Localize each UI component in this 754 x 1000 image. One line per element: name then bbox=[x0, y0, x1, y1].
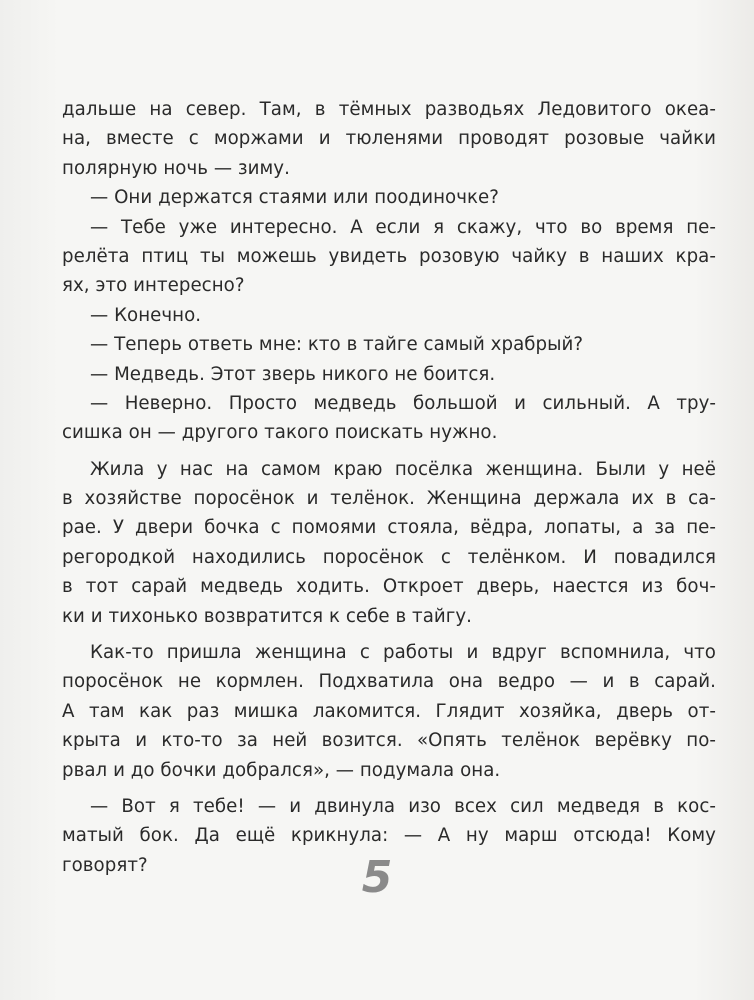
text-line: полярную ночь — зиму. bbox=[62, 157, 290, 179]
text-line: рвал и до бочки добрался», — подумала она. bbox=[62, 759, 501, 781]
paragraph bbox=[62, 360, 716, 389]
paragraph-gap bbox=[62, 631, 716, 638]
paragraph bbox=[62, 638, 716, 785]
text-line: говорят? bbox=[62, 854, 148, 876]
text-line: релёта птиц ты можешь увидеть розовую чайку в наших кра- bbox=[62, 245, 716, 267]
text-line: поросёнок не кормлен. Подхватила она ведро — и в сарай. bbox=[62, 671, 716, 693]
text-line: — Они держатся стаями или поодиночке? bbox=[90, 187, 499, 209]
text-line: — Теперь ответь мне: кто в тайге самый храбрый? bbox=[90, 334, 584, 356]
text-line: регородкой находились поросёнок с телёнком. И повадился bbox=[62, 546, 716, 568]
text-line: — Неверно. Просто медведь большой и сильный. А тру- bbox=[90, 392, 716, 414]
text-line: Жила у нас на самом краю посёлка женщина. Были у неё bbox=[90, 458, 716, 480]
paragraph bbox=[62, 455, 716, 631]
body-text bbox=[62, 95, 716, 880]
text-line: в хозяйстве поросёнок и телёнок. Женщина держала их в са- bbox=[62, 488, 716, 510]
text-line: — Медведь. Этот зверь никого не боится. bbox=[90, 363, 496, 385]
page-number: 5 bbox=[361, 852, 393, 903]
text-line: — Тебе уже интересно. А если я скажу, что во время пе- bbox=[90, 216, 716, 238]
text-line: сишка он — другого такого поискать нужно. bbox=[62, 422, 498, 444]
paragraph bbox=[62, 330, 716, 359]
paragraph-gap bbox=[62, 448, 716, 455]
text-line: ки и тихонько возвратится к себе в тайгу. bbox=[62, 605, 473, 627]
paragraph bbox=[62, 389, 716, 448]
text-line: рае. У двери бочка с помоями стояла, вёдра, лопаты, а за пе- bbox=[62, 517, 716, 539]
text-line: — Вот я тебе! — и двинула изо всех сил медведя в кос- bbox=[90, 795, 716, 817]
text-line: Как-то пришла женщина с работы и вдруг вспомнила, что bbox=[90, 642, 716, 664]
text-line: ях, это интересно? bbox=[62, 275, 245, 297]
text-line: в тот сарай медведь ходить. Откроет дверь, наестся из боч- bbox=[62, 576, 716, 598]
paragraph bbox=[62, 301, 716, 330]
text-line: на, вместе с моржами и тюленями проводят розовые чайки bbox=[62, 128, 716, 150]
text-line: — Конечно. bbox=[90, 304, 202, 326]
text-line: дальше на север. Там, в тёмных разводьях Ледовитого океа- bbox=[62, 99, 716, 120]
paragraph-gap bbox=[62, 785, 716, 792]
text-line: крыта и кто-то за ней возится. «Опять телёнок верёвку по- bbox=[62, 730, 716, 752]
text-line: А там как раз мишка лакомится. Глядит хозяйка, дверь от- bbox=[62, 700, 716, 722]
paragraph bbox=[62, 213, 716, 301]
text-line: матый бок. Да ещё крикнула: — А ну марш отсюда! Кому bbox=[62, 825, 716, 847]
paragraph bbox=[62, 95, 716, 183]
paragraph bbox=[62, 183, 716, 212]
